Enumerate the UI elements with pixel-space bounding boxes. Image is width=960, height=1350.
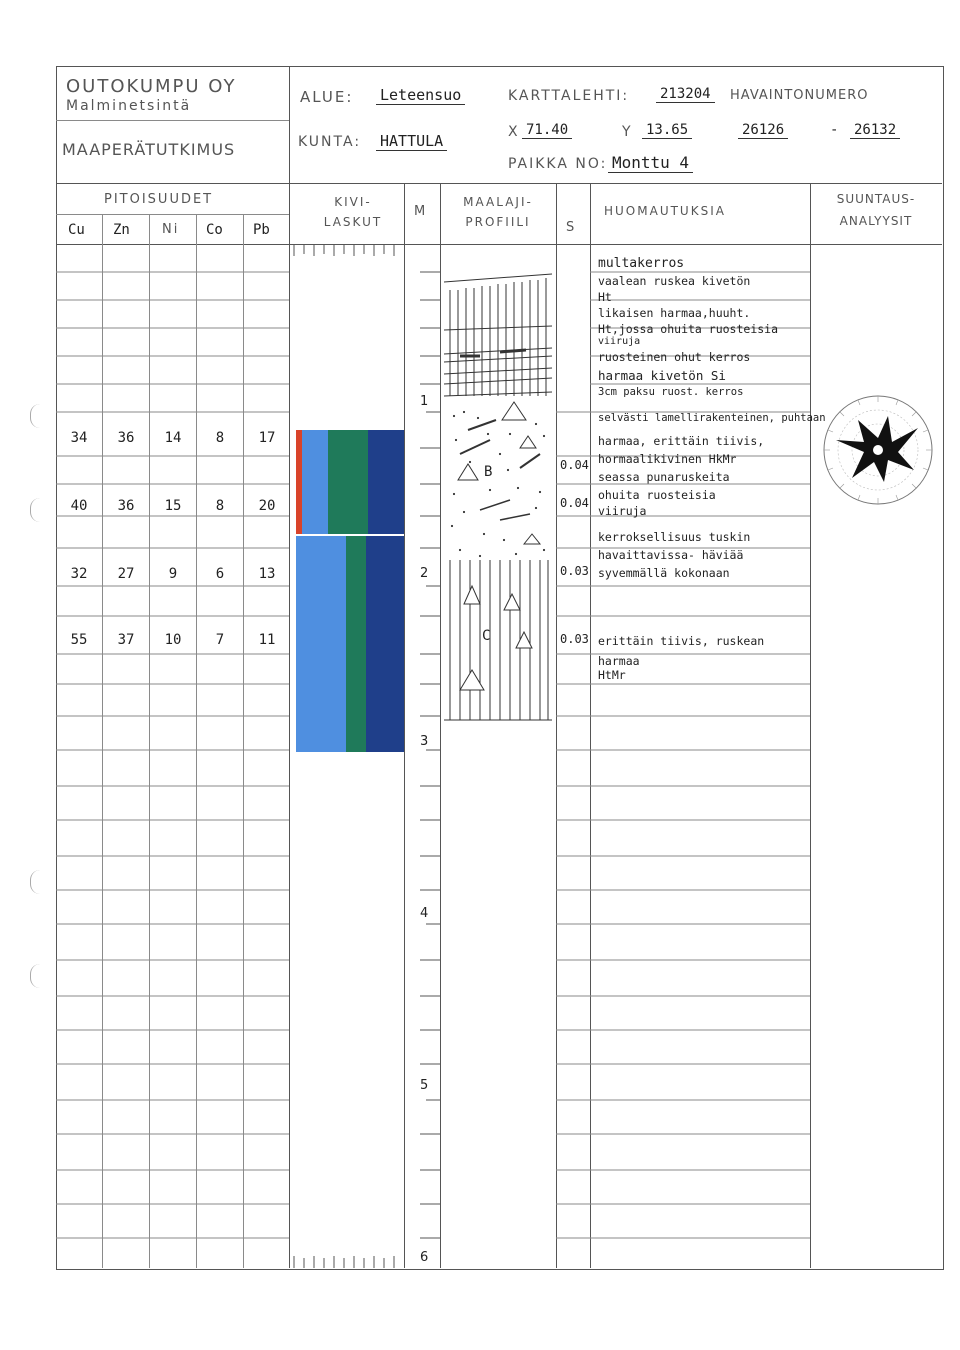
depth-header: M: [414, 204, 428, 219]
sample-1-pb: 17: [258, 430, 276, 446]
sample-1-ni: 14: [164, 430, 182, 446]
rock-bar-green-lower: [346, 536, 366, 752]
depth-mark-3: 3: [420, 734, 429, 749]
department-name: MAAPERÄTUTKIMUS: [62, 140, 236, 159]
sample-3-cu: 32: [70, 566, 88, 582]
soil-profile-drawing: [440, 244, 556, 724]
remark-line: harmaa kivetön Si: [598, 368, 726, 383]
remarks-header: HUOMAUTUKSIA: [604, 204, 726, 218]
x-label: X: [508, 124, 520, 140]
sample-4-zn: 37: [117, 632, 135, 648]
element-header-ni: Ni: [162, 222, 180, 237]
rock-count-header: KIVI-LASKUT: [323, 195, 383, 229]
orientation-rose-diagram: [816, 388, 940, 512]
profile-label-c: C: [482, 628, 491, 644]
rock-bar-green-upper: [328, 430, 368, 534]
remark-line: 3cm paksu ruost. kerros: [598, 386, 744, 398]
sample-4-co: 7: [215, 632, 225, 648]
element-header-pb: Pb: [253, 222, 270, 238]
observation-label: HAVAINTONUMERO: [730, 88, 869, 103]
sample-1-sulfur: 0.04: [560, 458, 589, 472]
element-header-zn: Zn: [113, 222, 130, 238]
remark-line: viiruja: [598, 336, 641, 347]
sample-3-co: 6: [215, 566, 225, 582]
sample-2-pb: 20: [258, 498, 276, 514]
sample-2-cu: 40: [70, 498, 88, 514]
remark-line: seassa punaruskeita: [598, 470, 730, 484]
element-header-cu: Cu: [68, 222, 85, 238]
depth-mark-1: 1: [420, 394, 429, 409]
map-sheet-value: 213204: [656, 86, 715, 103]
remark-line: likaisen harmaa,huuht.: [598, 306, 751, 320]
remark-line: harmaa: [598, 654, 640, 668]
rock-bar-dark-blue-lower: [366, 536, 404, 752]
element-header-co: Co: [206, 222, 223, 238]
rock-bar-light-blue-upper: [302, 430, 328, 534]
remark-line: viiruja: [598, 504, 647, 518]
sample-1-co: 8: [215, 430, 225, 446]
rock-bar-light-blue-lower: [296, 536, 346, 752]
sample-2-zn: 36: [117, 498, 135, 514]
depth-mark-4: 4: [420, 906, 429, 921]
sample-2-ni: 15: [164, 498, 182, 514]
sample-1-cu: 34: [70, 430, 88, 446]
remark-line: HtMr: [598, 668, 626, 682]
place-label: PAIKKA NO:: [508, 156, 608, 172]
municipality-value: HATTULA: [376, 132, 447, 151]
punch-mark: [30, 498, 41, 522]
sample-2-sulfur: 0.04: [560, 496, 589, 510]
coordinate-b: 26132: [850, 122, 900, 139]
depth-mark-5: 5: [420, 1078, 429, 1093]
remark-line: vaalean ruskea kivetön: [598, 274, 751, 288]
map-sheet-label: KARTTALEHTI:: [508, 88, 630, 104]
remark-line: syvemmällä kokonaan: [598, 566, 730, 580]
punch-mark: [30, 404, 41, 428]
remark-line: Ht,jossa ohuita ruosteisia: [598, 322, 779, 336]
remark-line: ruosteinen ohut kerros: [598, 350, 751, 364]
concentrations-title: PITOISUUDET: [104, 192, 214, 207]
remark-line: harmaa, erittäin tiivis,: [598, 434, 765, 448]
office-name: Malminetsintä: [66, 98, 192, 114]
orientation-header: SUUNTAUS-ANALYYSIT: [836, 192, 916, 228]
remark-line: erittäin tiivis, ruskean: [598, 634, 765, 648]
remark-line: hormaalikivinen HkMr: [598, 452, 737, 466]
sample-4-sulfur: 0.03: [560, 632, 589, 646]
sample-3-pb: 13: [258, 566, 276, 582]
sample-4-cu: 55: [70, 632, 88, 648]
sample-1-zn: 36: [117, 430, 135, 446]
place-value: Monttu 4: [608, 153, 693, 173]
depth-mark-2: 2: [420, 566, 429, 581]
area-value: Leteensuo: [376, 86, 465, 105]
area-label: ALUE:: [300, 88, 354, 106]
coordinate-separator: -: [830, 122, 839, 138]
remark-line: kerroksellisuus tuskin: [598, 530, 751, 544]
sample-2-co: 8: [215, 498, 225, 514]
y-label: Y: [622, 124, 633, 140]
sulfur-header: S: [566, 220, 577, 235]
remark-line: havaittavissa- häviää: [598, 548, 744, 562]
company-name: OUTOKUMPU OY: [66, 76, 237, 97]
sample-4-pb: 11: [258, 632, 276, 648]
municipality-label: KUNTA:: [298, 134, 362, 150]
remark-line: multakerros: [598, 256, 685, 271]
sample-3-sulfur: 0.03: [560, 564, 589, 578]
sample-3-zn: 27: [117, 566, 135, 582]
soil-profile-header: MAALAJI-PROFIILI: [463, 195, 533, 229]
y-value: 13.65: [642, 122, 692, 139]
remark-line: ohuita ruosteisia: [598, 488, 716, 502]
remark-line: selvästi lamellirakenteinen, puhtaan: [598, 412, 826, 424]
punch-mark: [30, 870, 41, 894]
rock-bar-dark-blue-upper: [368, 430, 404, 534]
sample-4-ni: 10: [164, 632, 182, 648]
remark-line: Ht: [598, 290, 612, 304]
x-value: 71.40: [522, 122, 572, 139]
sample-3-ni: 9: [168, 566, 178, 582]
coordinate-a: 26126: [738, 122, 788, 139]
punch-mark: [30, 964, 41, 988]
depth-mark-6: 6: [420, 1250, 429, 1265]
profile-label-b: B: [484, 464, 493, 480]
